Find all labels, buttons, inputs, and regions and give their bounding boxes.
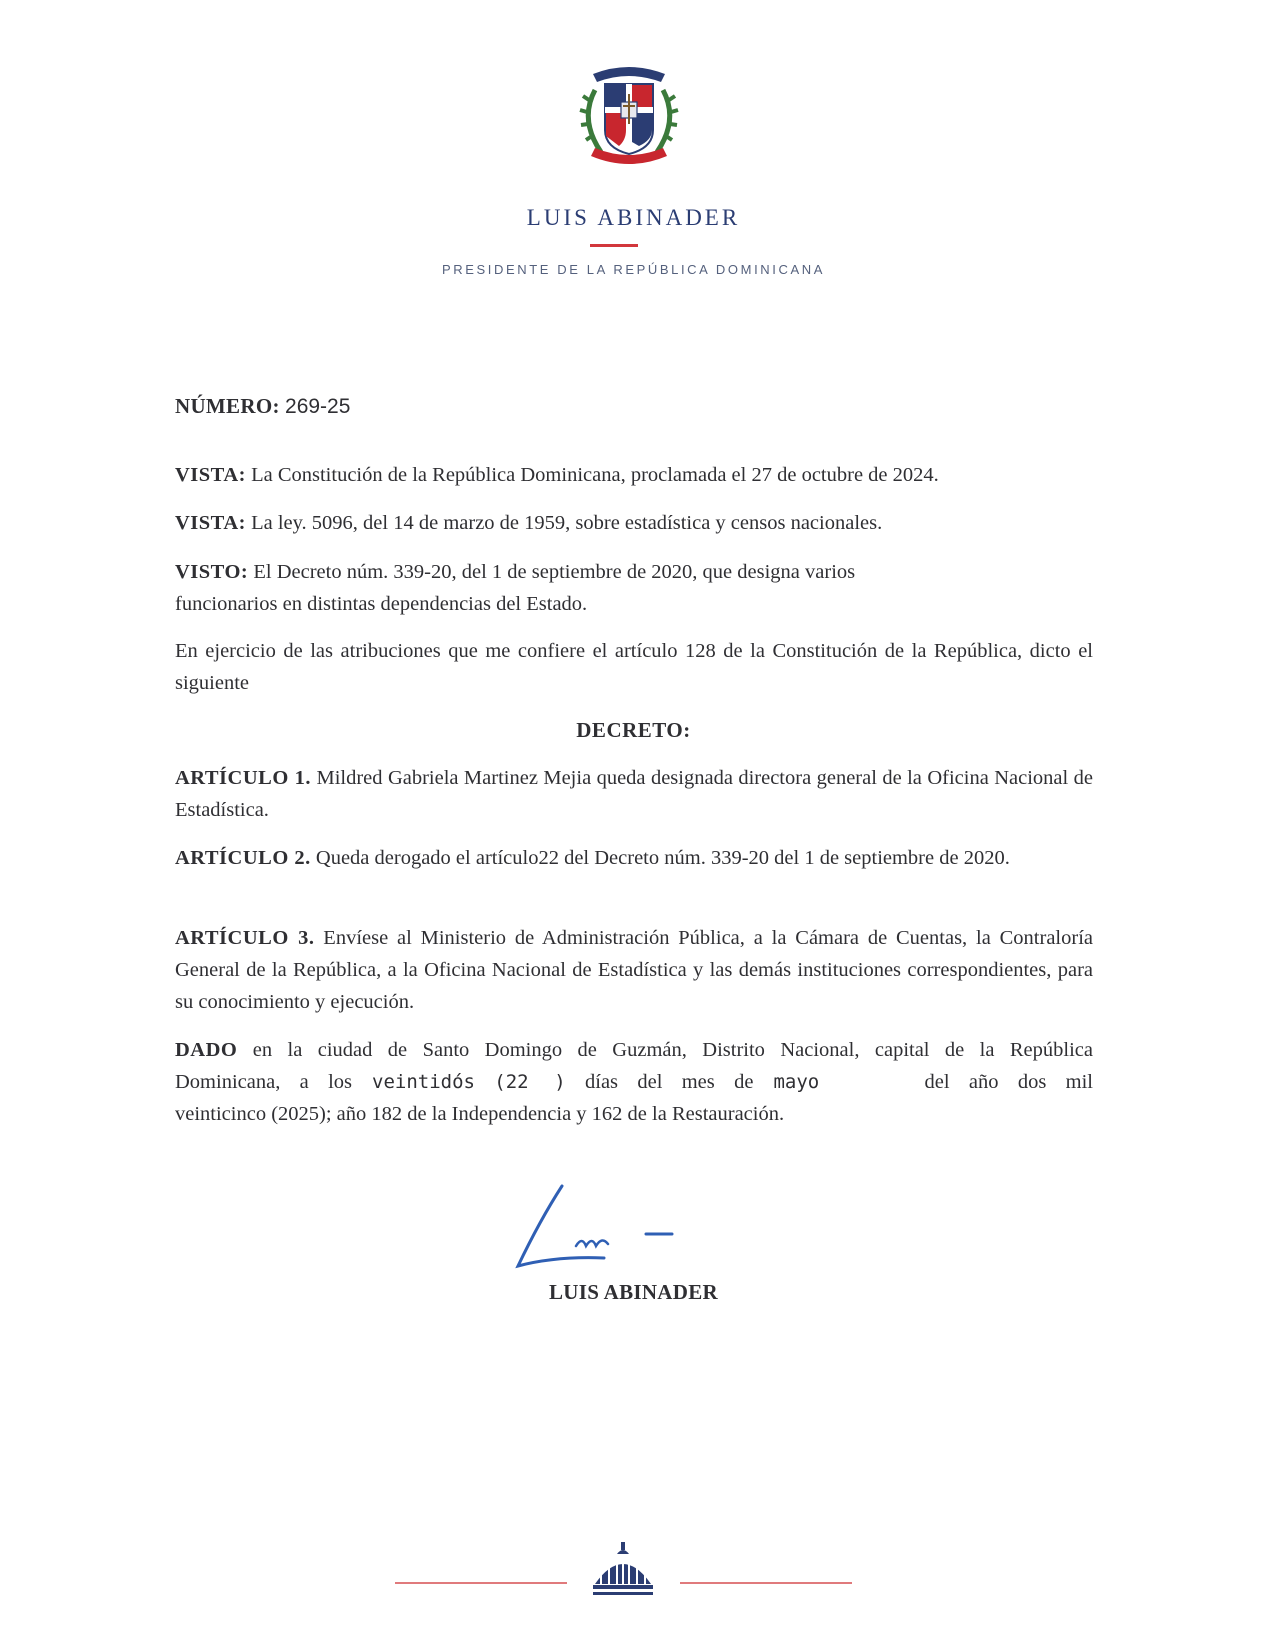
article-3 bbox=[175, 922, 1093, 1018]
coat-of-arms-icon bbox=[575, 60, 683, 172]
dado-line-2-a: Dominicana, a los bbox=[175, 1071, 352, 1093]
dado-line-1-text: en la ciudad de Santo Domingo de Guzmán, Distrito Nacional, capital de la República bbox=[252, 1039, 1093, 1061]
header-divider bbox=[590, 244, 638, 247]
visto-3-text-line1: El Decreto núm. 339-20, del 1 de septiembre de 2020, que designa varios bbox=[253, 561, 856, 583]
decree-number-label: NÚMERO: bbox=[175, 394, 280, 418]
article-2-text: Queda derogado el artículo22 del Decreto núm. 339-20 del 1 de septiembre de 2020. bbox=[315, 847, 1010, 869]
vista-2 bbox=[175, 507, 1093, 539]
vista-2-label: VISTA: bbox=[175, 512, 246, 534]
vista-2-text: La ley. 5096, del 14 de marzo de 1959, sobre estadística y censos nacionales. bbox=[251, 512, 883, 534]
signature-image bbox=[496, 1180, 716, 1280]
footer-line-left bbox=[395, 1582, 567, 1584]
dado-month: mayo bbox=[773, 1071, 820, 1093]
dado-line-3: veinticinco (2025); año 182 de la Independencia y 162 de la Restauración. bbox=[175, 1103, 785, 1125]
article-1-label: ARTÍCULO 1. bbox=[175, 767, 312, 789]
visto-3-label: VISTO: bbox=[175, 561, 249, 583]
decree-number-value: 269-25 bbox=[285, 395, 351, 418]
dado-day-number: (22 ) bbox=[494, 1071, 566, 1093]
dado-line-2-c: del año dos mil bbox=[924, 1071, 1093, 1093]
header-title: PRESIDENTE DE LA REPÚBLICA DOMINICANA bbox=[442, 262, 825, 277]
visto-3 bbox=[175, 556, 1093, 620]
dado-line-2-b: días del mes de bbox=[585, 1071, 754, 1093]
signer-name: LUIS ABINADER bbox=[548, 1280, 719, 1304]
dado-clause bbox=[175, 1034, 1093, 1130]
article-1-text: Mildred Gabriela Martinez Mejia queda designada directora general de la Oficina Nacional de Estadística. bbox=[175, 767, 1093, 821]
footer-line-right bbox=[680, 1582, 852, 1584]
dado-line-2 bbox=[175, 1066, 1093, 1098]
article-2-label: ARTÍCULO 2. bbox=[175, 847, 311, 869]
vista-1-text: La Constitución de la República Dominicana, proclamada el 27 de octubre de 2024. bbox=[251, 464, 939, 486]
article-2 bbox=[175, 842, 1093, 874]
vista-1 bbox=[175, 459, 1093, 491]
palace-dome-icon bbox=[587, 1540, 659, 1600]
decreto-heading: DECRETO: bbox=[576, 718, 691, 742]
visto-3-text-line2: funcionarios en distintas dependencias del Estado. bbox=[175, 593, 588, 615]
dado-label: DADO bbox=[175, 1039, 238, 1061]
vista-1-label: VISTA: bbox=[175, 464, 246, 486]
article-3-text: Envíese al Ministerio de Administración Pública, a la Cámara de Cuentas, la Contraloría General de la República, a la Oficina Nacional de Estadística y las demás instituciones correspondientes, para su conocimiento y ejecución. bbox=[175, 927, 1093, 1013]
preamble: En ejercicio de las atribuciones que me confiere el artículo 128 de la Constitución de la República, dicto el siguiente bbox=[175, 640, 1093, 694]
decree-number bbox=[175, 390, 1093, 423]
article-3-label: ARTÍCULO 3. bbox=[175, 927, 315, 949]
dado-line-1 bbox=[175, 1034, 1093, 1066]
article-1 bbox=[175, 762, 1093, 826]
dado-day-words: veintidós bbox=[372, 1071, 475, 1093]
header-name: LUIS ABINADER bbox=[526, 205, 741, 230]
